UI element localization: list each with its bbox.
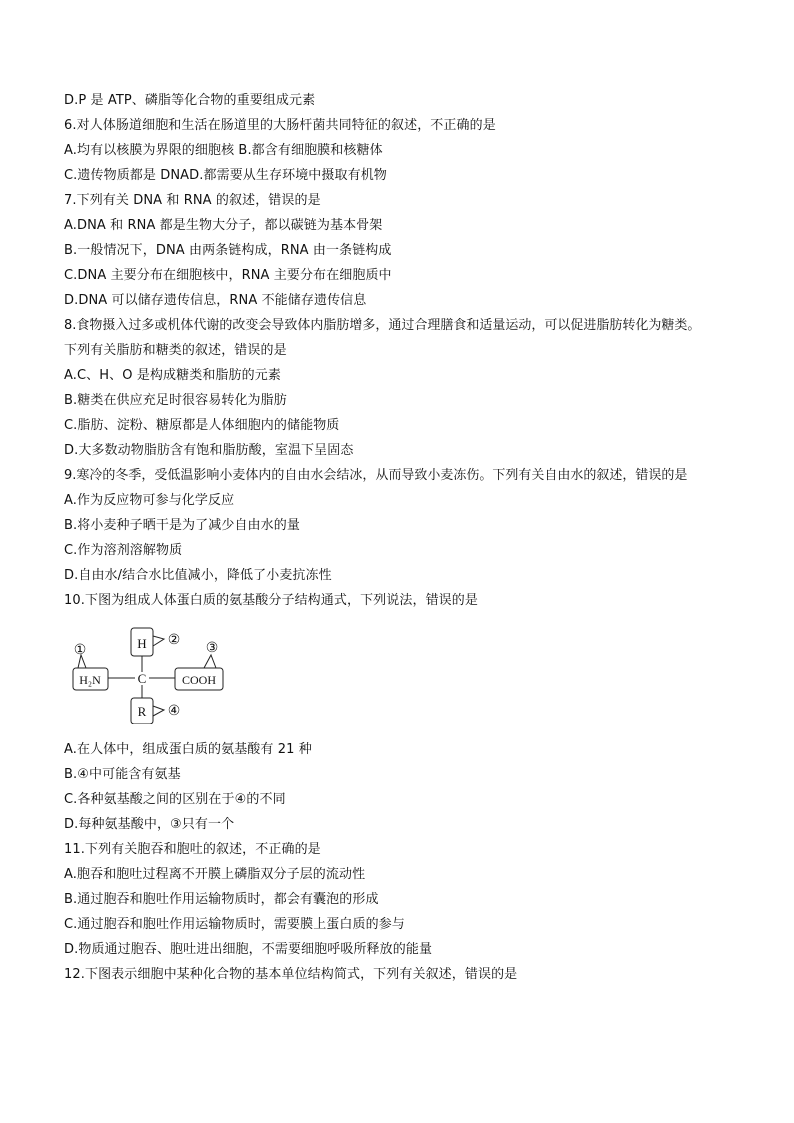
question-9-stem: 9.寒冷的冬季，受低温影响小麦体内的自由水会结冰，从而导致小麦冻伤。下列有关自由水的叙述，错误的是	[64, 468, 688, 483]
group-top-text: H	[137, 636, 147, 651]
question-8-option-b: B.糖类在供应充足时很容易转化为脂肪	[64, 393, 287, 408]
label-1: ①	[73, 643, 87, 658]
question-10-option-d: D.每种氨基酸中，③只有一个	[64, 817, 235, 832]
question-7-option-a: A.DNA 和 RNA 都是生物大分子，都以碳链为基本骨架	[64, 218, 383, 233]
question-8-option-c: C.脂肪、淀粉、糖原都是人体细胞内的储能物质	[64, 418, 340, 433]
question-9-option-a: A.作为反应物可参与化学反应	[64, 493, 235, 508]
center-carbon-text: C	[137, 671, 147, 686]
question-11-option-b: B.通过胞吞和胞吐作用运输物质时，都会有囊泡的形成	[64, 892, 379, 907]
question-9-option-d: D.自由水/结合水比值减小，降低了小麦抗冻性	[64, 568, 332, 583]
amino-acid-structure-diagram	[64, 622, 244, 724]
question-10-option-c: C.各种氨基酸之间的区别在于④的不同	[64, 792, 286, 807]
question-6-stem: 6.对人体肠道细胞和生活在肠道里的大肠杆菌共同特征的叙述，不正确的是	[64, 118, 496, 133]
question-10-option-a: A.在人体中，组成蛋白质的氨基酸有 21 种	[64, 742, 312, 757]
question-11-option-d: D.物质通过胞吞、胞吐进出细胞，不需要细胞呼吸所释放的能量	[64, 942, 433, 957]
question-8-stem-line2: 下列有关脂肪和糖类的叙述，错误的是	[64, 343, 287, 358]
question-9-option-c: C.作为溶剂溶解物质	[64, 543, 183, 558]
question-8-stem-line1: 8.食物摄入过多或机体代谢的改变会导致体内脂肪增多，通过合理膳食和适量运动，可以促进脂肪转化为糖类。	[64, 318, 701, 333]
question-7-option-d: D.DNA 可以储存遗传信息，RNA 不能储存遗传信息	[64, 293, 367, 308]
option-5d: D.P 是 ATP、磷脂等化合物的重要组成元素	[64, 93, 316, 108]
group-left-text: H₂N	[79, 673, 101, 687]
question-11-stem: 11.下列有关胞吞和胞吐的叙述，不正确的是	[64, 842, 321, 857]
callout-pointer-2	[153, 636, 164, 646]
question-6-options-cd: C.遗传物质都是 DNAD.都需要从生存环境中摄取有机物	[64, 168, 387, 183]
label-4: ④	[167, 704, 181, 719]
question-7-option-c: C.DNA 主要分布在细胞核中，RNA 主要分布在细胞质中	[64, 268, 392, 283]
question-10-option-b: B.④中可能含有氨基	[64, 767, 181, 782]
question-7-stem: 7.下列有关 DNA 和 RNA 的叙述，错误的是	[64, 193, 321, 208]
question-11-option-c: C.通过胞吞和胞吐作用运输物质时，需要膜上蛋白质的参与	[64, 917, 405, 932]
label-2: ②	[167, 633, 181, 648]
question-8-option-d: D.大多数动物脂肪含有饱和脂肪酸，室温下呈固态	[64, 443, 354, 458]
question-6-options-ab: A.均有以核膜为界限的细胞核 B.都含有细胞膜和核糖体	[64, 143, 383, 158]
question-8-option-a: A.C、H、O 是构成糖类和脂肪的元素	[64, 368, 281, 383]
callout-pointer-4	[153, 706, 164, 716]
question-9-option-b: B.将小麦种子晒干是为了减少自由水的量	[64, 518, 300, 533]
callout-pointer-3	[204, 655, 216, 668]
group-right-text: COOH	[181, 673, 217, 687]
question-12-stem: 12.下图表示细胞中某种化合物的基本单位结构简式，下列有关叙述，错误的是	[64, 967, 518, 982]
group-bottom-text: R	[137, 704, 147, 719]
question-7-option-b: B.一般情况下，DNA 由两条链构成，RNA 由一条链构成	[64, 243, 392, 258]
label-3: ③	[205, 641, 219, 656]
question-10-stem: 10.下图为组成人体蛋白质的氨基酸分子结构通式，下列说法，错误的是	[64, 593, 478, 608]
question-11-option-a: A.胞吞和胞吐过程离不开膜上磷脂双分子层的流动性	[64, 867, 366, 882]
